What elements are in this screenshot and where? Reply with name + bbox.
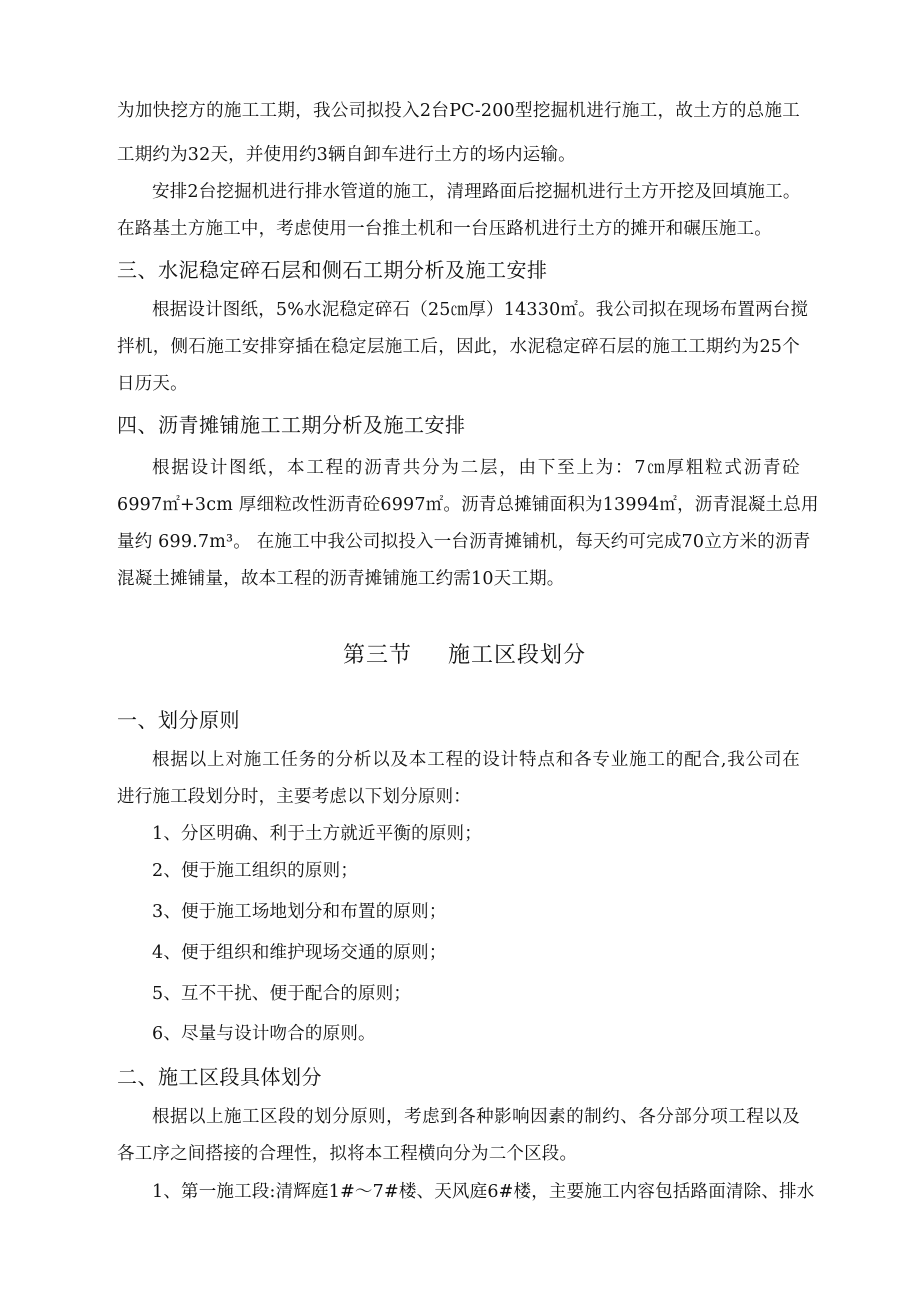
paragraph-line: 各工序之间搭接的合理性，拟将本工程横向分为二个区段。 — [117, 1144, 578, 1164]
paragraph-line: 根据设计图纸，本工程的沥青共分为二层，由下至上为：7㎝厚粗粒式沥青砼 — [152, 458, 800, 478]
paragraph-line: 根据以上对施工任务的分析以及本工程的设计特点和各专业施工的配合,我公司在 — [152, 750, 800, 770]
paragraph-line: 6997㎡+3cm 厚细粒改性沥青砼6997㎡。沥青总摊铺面积为13994㎡，沥青混凝土总用 — [117, 495, 819, 515]
part1-heading: 一、划分原则 — [117, 708, 240, 732]
paragraph-line: 工期约为32天，并使用约3辆自卸车进行土方的场内运输。 — [117, 145, 576, 165]
paragraph-line: 根据以上施工区段的划分原则，考虑到各种影响因素的制约、各分部分项工程以及 — [152, 1107, 800, 1127]
list-item: 1、分区明确、利于土方就近平衡的原则； — [152, 824, 482, 844]
list-item: 5、互不干扰、便于配合的原则； — [152, 984, 412, 1004]
list-item: 2、便于施工组织的原则； — [152, 861, 359, 881]
section-title — [343, 642, 586, 670]
paragraph-line: 混凝土摊铺量，故本工程的沥青摊铺施工约需10天工期。 — [117, 569, 565, 589]
paragraph-line: 根据设计图纸，5%水泥稳定碎石（25㎝厚）14330㎡。我公司拟在现场布置两台搅 — [152, 300, 809, 320]
part2-heading: 二、施工区段具体划分 — [117, 1065, 322, 1089]
paragraph-line: 进行施工段划分时，主要考虑以下划分原则： — [117, 787, 471, 807]
section-name: 施工区段划分 — [448, 643, 587, 668]
paragraph-line: 1、第一施工段:清辉庭1#～7#楼、天风庭6#楼，主要施工内容包括路面清除、排水 — [152, 1182, 815, 1202]
paragraph-line: 在路基土方施工中，考虑使用一台推土机和一台压路机进行土方的摊开和碾压施工。 — [117, 219, 772, 239]
paragraph-line: 日历天。 — [117, 374, 188, 394]
subsection-heading: 四、沥青摊铺施工工期分析及施工安排 — [117, 413, 466, 437]
paragraph-line: 拌机，侧石施工安排穿插在稳定层施工后，因此，水泥稳定碎石层的施工工期约为25个 — [117, 337, 800, 357]
list-item: 6、尽量与设计吻合的原则。 — [152, 1024, 376, 1044]
paragraph-line: 为加快挖方的施工工期，我公司拟投入2台PC-200型挖掘机进行施工，故土方的总施工 — [117, 101, 800, 121]
list-item: 4、便于组织和维护现场交通的原则； — [152, 943, 447, 963]
paragraph-line: 安排2台挖掘机进行排水管道的施工，清理路面后挖掘机进行土方开挖及回填施工。 — [152, 182, 801, 202]
section-number: 第三节 — [343, 643, 413, 668]
paragraph-line: 量约 699.7m³。 在施工中我公司拟投入一台沥青摊铺机，每天约可完成70立方米的沥青 — [117, 532, 811, 552]
subsection-heading: 三、水泥稳定碎石层和侧石工期分析及施工安排 — [117, 258, 548, 282]
list-item: 3、便于施工场地划分和布置的原则； — [152, 902, 447, 922]
